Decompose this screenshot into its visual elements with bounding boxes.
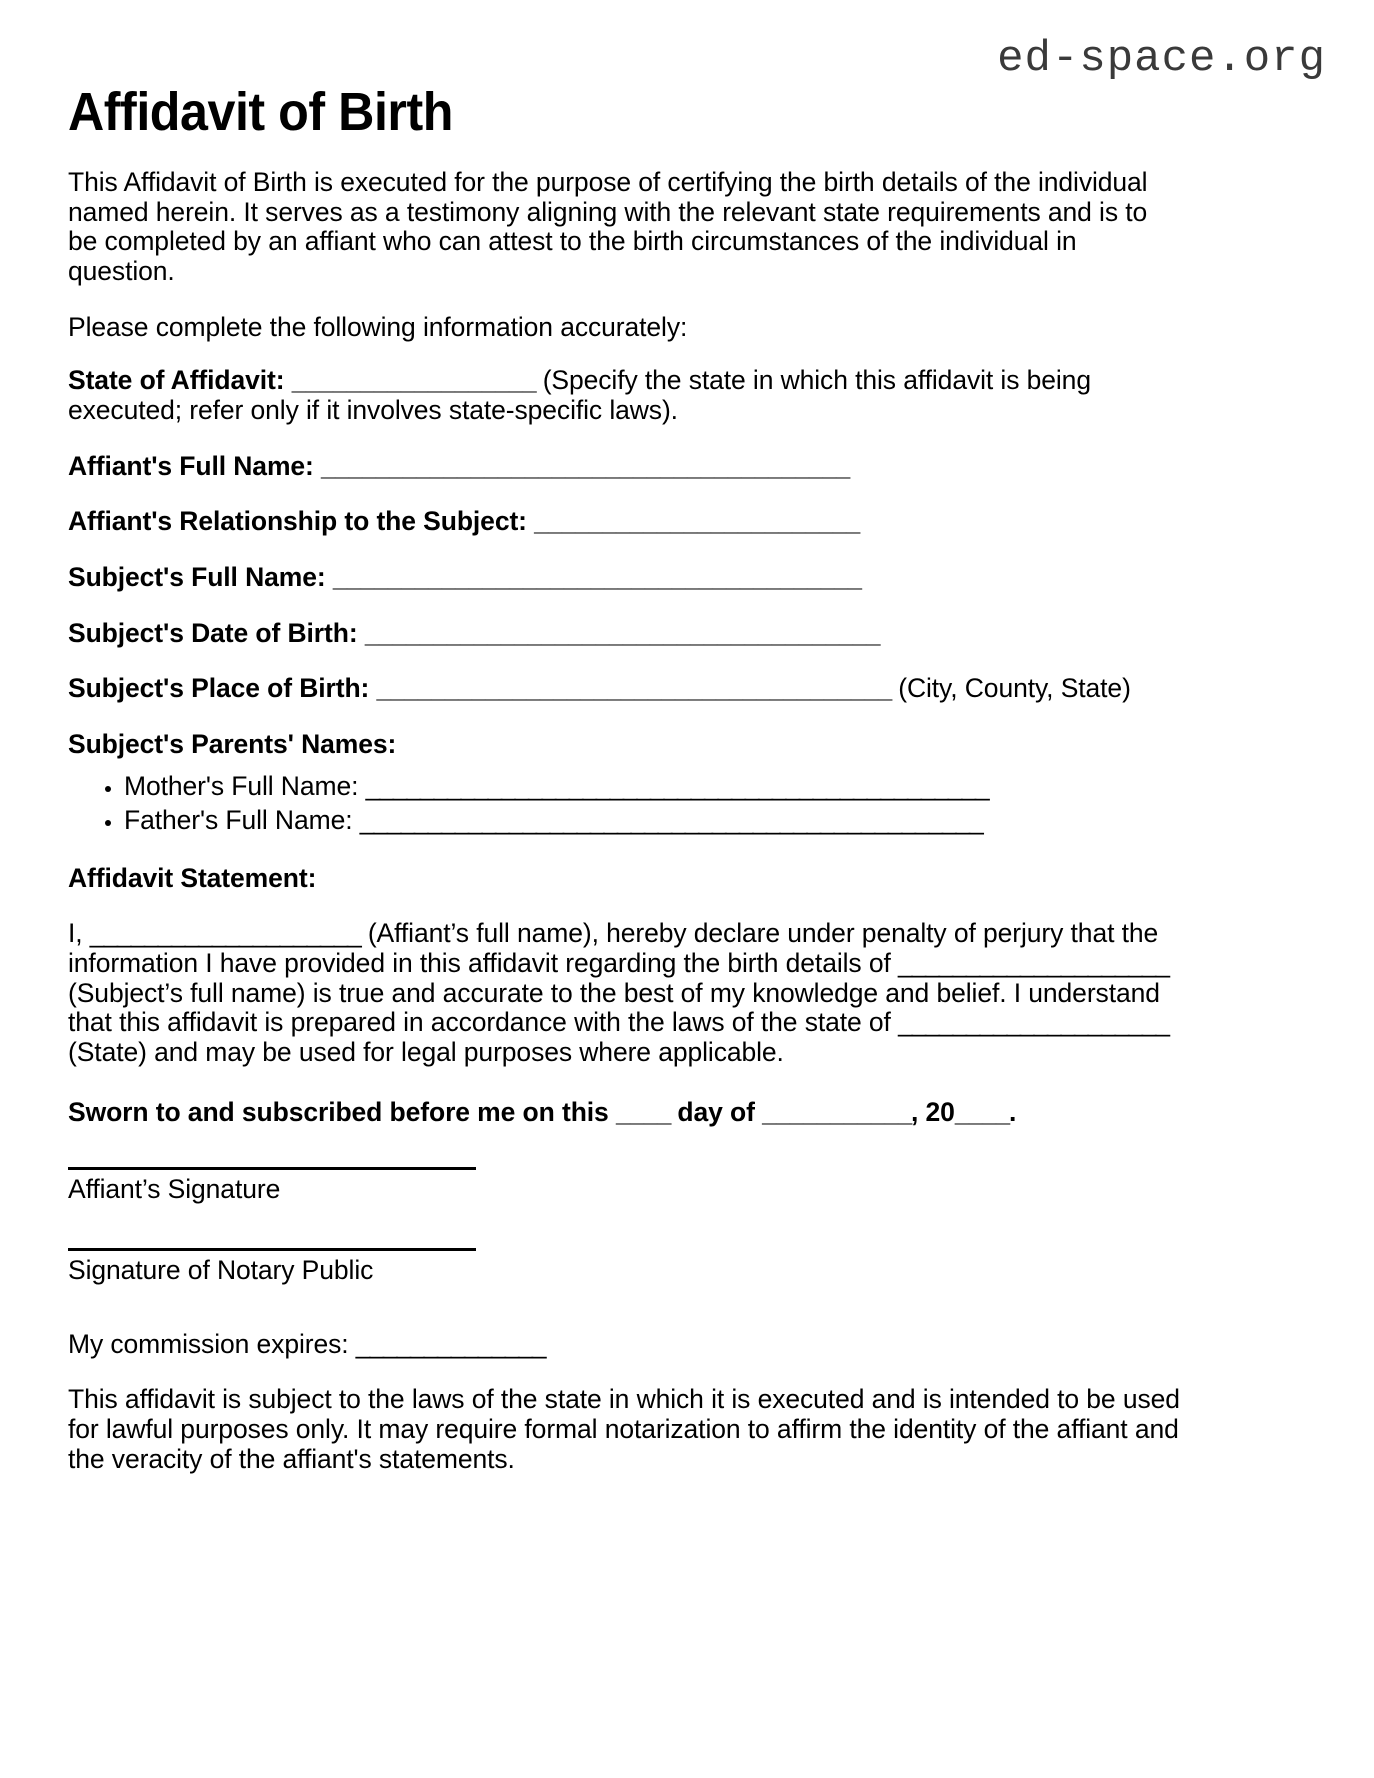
parents-heading-row (68, 730, 1183, 760)
affidavit-statement-heading-row (68, 864, 1183, 894)
field-subject-full-name (68, 563, 1183, 593)
field-blank-subject-full-name[interactable]: _______________________________________ (332, 562, 861, 593)
intro-paragraph: This Affidavit of Birth is executed for the purpose of certifying the birth details of the individual named herein. It serves as a testimony aligning with the relevant state requirements and is to be completed by an affiant who can attest to the birth circumstances of the individual in question. (68, 167, 1148, 287)
parents-name-list (68, 770, 1183, 838)
jurat-text-d: . (1008, 1096, 1017, 1127)
field-blank-subject-place-of-birth[interactable]: ______________________________________ (376, 673, 891, 704)
field-blank-mother-full-name[interactable]: ______________________________________________ (365, 770, 989, 801)
field-label-affiant-full-name: Affiant's Full Name: (68, 450, 314, 481)
field-label-mother-full-name: Mother's Full Name: (124, 770, 359, 801)
notary-signature-label: Signature of Notary Public (68, 1255, 374, 1286)
jurat-blank-day[interactable]: ____ (615, 1096, 671, 1127)
field-label-affiant-relationship: Affiant's Relationship to the Subject: (68, 506, 527, 537)
statement-text-d: (State) and may be used for legal purposes where applicable. (68, 1036, 784, 1067)
field-label-father-full-name: Father's Full Name: (124, 804, 353, 835)
statement-blank-subject-name[interactable]: ____________________ (898, 947, 1169, 978)
affidavit-statement-paragraph (68, 919, 1183, 1067)
affidavit-statement-heading: Affidavit Statement: (68, 862, 317, 893)
jurat-blank-month[interactable]: ___________ (762, 1096, 911, 1127)
affiant-signature-label: Affiant’s Signature (68, 1173, 281, 1204)
field-subject-place-of-birth (68, 674, 1183, 704)
field-affiant-full-name (68, 452, 1183, 482)
statement-text-b: (Affiant’s full name), hereby declare under penalty of perjury that the information I have provided in this affidavit regarding the birth details of (68, 918, 1159, 978)
signature-block (68, 1167, 1183, 1286)
affiant-signature-line[interactable] (68, 1167, 476, 1170)
instruction-text: Please complete the following information accurately: (68, 311, 688, 342)
field-label-subject-date-of-birth: Subject's Date of Birth: (68, 617, 358, 648)
field-blank-father-full-name[interactable]: ______________________________________________ (359, 804, 983, 835)
statement-text-c: (Subject’s full name) is true and accurate to the best of my knowledge and belief. I understand that this affidavit is prepared in accordance with the laws of the state of (68, 977, 1160, 1038)
jurat-text-b: day of (670, 1096, 763, 1127)
field-label-state-of-affidavit: State of Affidavit: (68, 365, 285, 396)
statement-blank-state[interactable]: ____________________ (898, 1007, 1169, 1038)
statement-blank-affiant-name[interactable]: ____________________ (89, 918, 361, 949)
document-body (68, 168, 1183, 1475)
site-watermark: ed-space.org (997, 34, 1326, 84)
jurat-blank-year[interactable]: ____ (954, 1096, 1009, 1127)
closing-paragraph: This affidavit is subject to the laws of the state in which it is executed and is intended to be used for lawful purposes only. It may require formal notarization to affirm the identity of the affiant and the veracity of the affiant's statements. (68, 1384, 1180, 1475)
list-item (124, 770, 1183, 804)
field-label-subject-full-name: Subject's Full Name: (68, 562, 326, 593)
field-affiant-relationship (68, 507, 1183, 537)
jurat-text-c: , 20 (911, 1096, 955, 1127)
statement-text-a: I, (68, 918, 90, 949)
jurat-line (68, 1098, 1183, 1127)
commission-expires-blank[interactable]: ______________ (355, 1328, 546, 1359)
jurat-text-a: Sworn to and subscribed before me on this (68, 1096, 616, 1127)
field-blank-state-of-affidavit[interactable]: __________________ (291, 365, 536, 396)
commission-expires-row (68, 1330, 1183, 1360)
field-blank-subject-date-of-birth[interactable]: ______________________________________ (364, 617, 880, 648)
field-subject-date-of-birth (68, 619, 1183, 649)
parents-heading: Subject's Parents' Names: (68, 729, 397, 760)
notary-signature-line[interactable] (68, 1248, 476, 1251)
commission-expires-label: My commission expires: (68, 1328, 356, 1359)
list-item (124, 804, 1183, 838)
field-label-subject-place-of-birth: Subject's Place of Birth: (68, 673, 370, 704)
field-note-state-of-affidavit: (Specify the state in which this affidavit is being executed; refer only if it involves state-specific laws). (68, 365, 1091, 426)
field-blank-affiant-relationship[interactable]: ________________________ (534, 506, 860, 537)
field-note-subject-place-of-birth: (City, County, State) (898, 673, 1131, 704)
field-state-of-affidavit (68, 366, 1183, 425)
field-blank-affiant-full-name[interactable]: _______________________________________ (321, 450, 850, 481)
page-title: Affidavit of Birth (68, 82, 453, 142)
